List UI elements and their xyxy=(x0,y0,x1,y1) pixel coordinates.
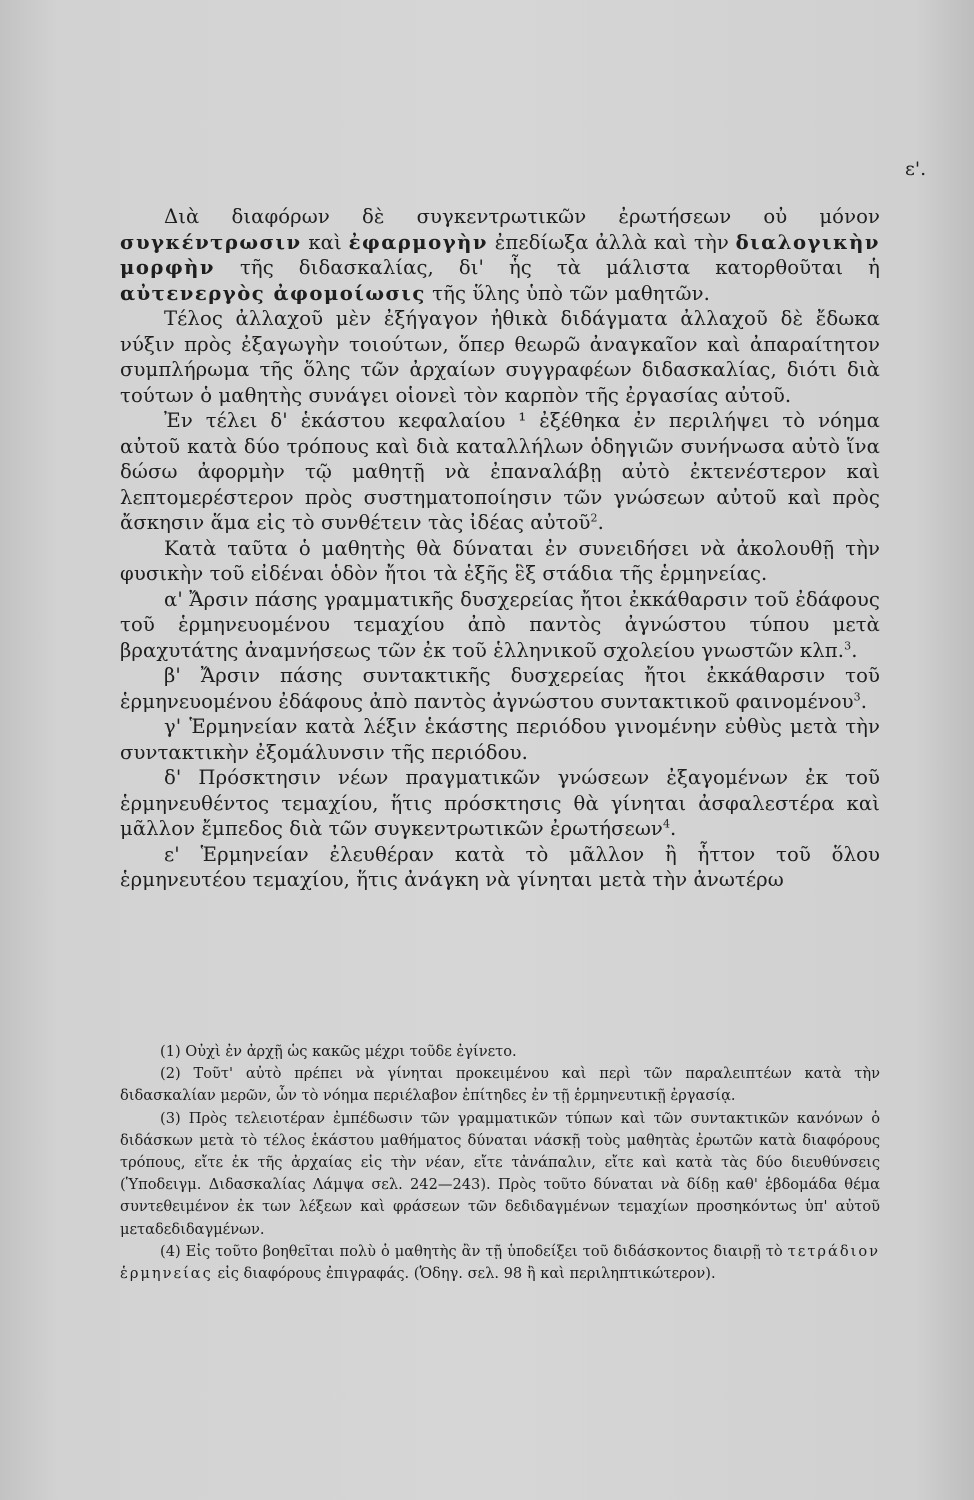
paragraph-4: Κατὰ ταῦτα ὁ μαθητὴς θὰ δύναται ἐν συνειδήσει νὰ ἀκολουθῇ τὴν φυσικὴν τοῦ εἰδέναι ὁδὸν ἤτοι τὰ ἑξῆς ἓξ στάδια τῆς ἑρμηνείας. xyxy=(120,536,880,585)
paragraph-6-end: . xyxy=(860,689,868,713)
paragraph-1-part-7: τῆς διδασκαλίας, δι' ἧς τὰ μάλιστα κατορθοῦται ἡ xyxy=(215,256,880,279)
paragraph-9-stage-e: ε' Ἑρμηνείαν ἐλευθέραν κατὰ τὸ μᾶλλον ἢ ἧττον τοῦ ὅλου ἑρμηνευτέου τεμαχίου, ἥτις ἀνάγκη νὰ γίνηται μετὰ τὴν ἀνωτέρω xyxy=(120,842,880,891)
paragraph-2: Τέλος ἀλλαχοῦ μὲν ἐξήγαγον ἠθικὰ διδάγματα ἀλλαχοῦ δὲ ἔδωκα νύξιν πρὸς ἐξαγωγὴν τοιούτων, ὅπερ θεωρῶ ἀναγκαῖον καὶ ἀπαραίτητον συμπλήρωμα τῆς ὅλης τῶν ἀρχαίων συγγραφέων διδασκαλίας, διότι διὰ τούτων ὁ μαθητὴς συνάγει οἱονεὶ τὸν καρπὸν τῆς ἐργασίας αὐτοῦ. xyxy=(120,307,880,407)
main-text xyxy=(120,204,880,893)
paragraph-8-text: δ' Πρόσκτησιν νέων πραγματικῶν γνώσεων ἐξαγομένων ἐκ τοῦ ἑρμηνευθέντος τεμαχίου, ἥτις πρόσκτησις θὰ γίνηται ἀσφαλεστέρα καὶ μᾶλλον ἔμπεδος διὰ τῶν συγκεντρωτικῶν ἐρωτήσεων xyxy=(120,766,880,840)
paragraph-1-part-1: Διὰ διαφόρων δὲ συγκεντρωτικῶν ἐρωτήσεων οὐ μόνον xyxy=(164,205,880,228)
paragraph-8-end: . xyxy=(670,817,677,840)
emphasis-aftenergos-afomoiosis: αὐτενεργὸς ἀφομοίωσις xyxy=(120,281,426,305)
paragraph-1-part-5: ἐπεδίωξα ἀλλὰ καὶ τὴν xyxy=(488,230,736,254)
footnote-ref: 3 xyxy=(844,638,852,652)
footnote-4 xyxy=(120,1241,880,1285)
footnote-2: (2) Τοῦτ' αὐτὸ πρέπει νὰ γίνηται προκειμένου καὶ περὶ τῶν παραλειπτέων κατὰ τὴν διδασκαλίαν μερῶν, ὧν τὸ νόημα περιέλαβον ἐπίτηδες ἐν τῇ ἑρμηνευτικῇ ἐργασίᾳ. xyxy=(120,1065,880,1105)
footnote-4-part-3: εἰς διαφόρους ἐπιγραφάς. (Ὁδηγ. σελ. 98 ἢ καὶ περιληπτικώτερον). xyxy=(212,1265,716,1283)
paragraph-1-part-9: τῆς ὕλης ὑπὸ τῶν μαθητῶν. xyxy=(425,281,710,305)
emphasis-efarmogin: ἐφαρμογὴν xyxy=(348,230,488,254)
footnote-3: (3) Πρὸς τελειοτέραν ἐμπέδωσιν τῶν γραμματικῶν τύπων καὶ τῶν συντακτικῶν κανόνων ὁ διδάσκων μετὰ τὸ τέλος ἑκάστου μαθήματος δύναται νάσκῇ τοὺς μαθητὰς ἐρωτῶν κατὰ διαφόρους τρόπους, εἴτε ἐκ τῆς ἀρχαίας εἰς τὴν νέαν, εἴτε τἀνάπαλιν, εἴτε καὶ κατὰ τὰς δύο διευθύνσεις (Ὑποδειγμ. Διδασκαλίας Λάμψα σελ. 242—243). Πρὸς τοῦτο δύναται νὰ δίδῃ καθ' ἑβδομάδα θέμα συντεθειμένον ἐκ των λέξεων καὶ φράσεων τῶν δεδιδαγμένων τεμαχίων προσηκόντως ὑπ' αὐτοῦ μεταδεδιδαγμένων. xyxy=(120,1109,880,1238)
paragraph-7-stage-c: γ' Ἑρμηνείαν κατὰ λέξιν ἑκάστης περιόδου γινομένην εὐθὺς μετὰ τὴν συντακτικὴν ἐξομάλυνσιν τῆς περιόδου. xyxy=(120,715,880,764)
page-number: ε'. xyxy=(905,158,927,180)
footnote-1: (1) Οὐχὶ ἐν ἀρχῇ ὡς κακῶς μέχρι τοῦδε ἐγίνετο. xyxy=(160,1043,517,1060)
paragraph-1-part-3: καὶ xyxy=(301,230,349,254)
footnotes xyxy=(120,1041,880,1285)
footnote-ref: 4 xyxy=(662,817,671,831)
emphasis-dialogikin-morfin: διαλογικὴν μορφὴν xyxy=(120,230,880,279)
paragraph-8-stage-d xyxy=(120,765,880,842)
paragraph-5-stage-a xyxy=(120,587,880,664)
paragraph-5-text: α' Ἄρσιν πάσης γραμματικῆς δυσχερείας ἤτοι ἐκκάθαρσιν τοῦ ἐδάφους τοῦ ἑρμηνευομένου τεμαχίου ἀπὸ παντὸς ἀγνώστου τύπου μετὰ βραχυτάτης ἀναμνήσεως τῶν ἐκ τοῦ ἑλληνικοῦ σχολείου γνωστῶν κλπ. xyxy=(120,587,880,662)
emphasis-synkentrosin: συγκέντρωσιν xyxy=(120,230,302,254)
paragraph-3-end: . xyxy=(597,511,604,534)
paragraph-6-stage-b xyxy=(120,663,880,714)
footnote-ref: 2 xyxy=(590,511,598,525)
footnote-4-part-1: (4) Εἰς τοῦτο βοηθεῖται πολὺ ὁ μαθητὴς ἂν τῇ ὑποδείξει τοῦ διδάσκοντος διαιρῇ τὸ xyxy=(160,1242,788,1260)
paragraph-6-text: β' Ἄρσιν πάσης συντακτικῆς δυσχερείας ἤτοι ἐκκάθαρσιν τοῦ ἑρμηνευομένου ἐδάφους ἀπὸ παντὸς ἀγνώστου συντακτικοῦ φαινομένου xyxy=(120,664,880,713)
paragraph-3 xyxy=(120,408,880,536)
emphasis-tetradion-ermineias: τετράδιον ἑρμηνείας xyxy=(120,1242,880,1283)
footnote-ref: 3 xyxy=(853,689,861,703)
paragraph-3-text: Ἐν τέλει δ' ἑκάστου κεφαλαίου ¹ ἐξέθηκα ἐν περιλήψει τὸ νόημα αὐτοῦ κατὰ δύο τρόπους καὶ διὰ καταλλήλων ὁδηγιῶν συνήνωσα αὐτὸ ἵνα δώσω ἀφορμὴν τῷ μαθητῇ νὰ ἐπαναλάβῃ αὐτὸ ἐκτενέστερον καὶ λεπτομερέστερον πρὸς συστηματοποίησιν τῶν γνώσεων αὐτοῦ καὶ πρὸς ἄσκησιν ἅμα εἰς τὸ συνθέτειν τὰς ἰδέας αὐτοῦ xyxy=(120,409,880,534)
paragraph-1 xyxy=(120,204,880,306)
paragraph-5-end: . xyxy=(851,638,858,662)
